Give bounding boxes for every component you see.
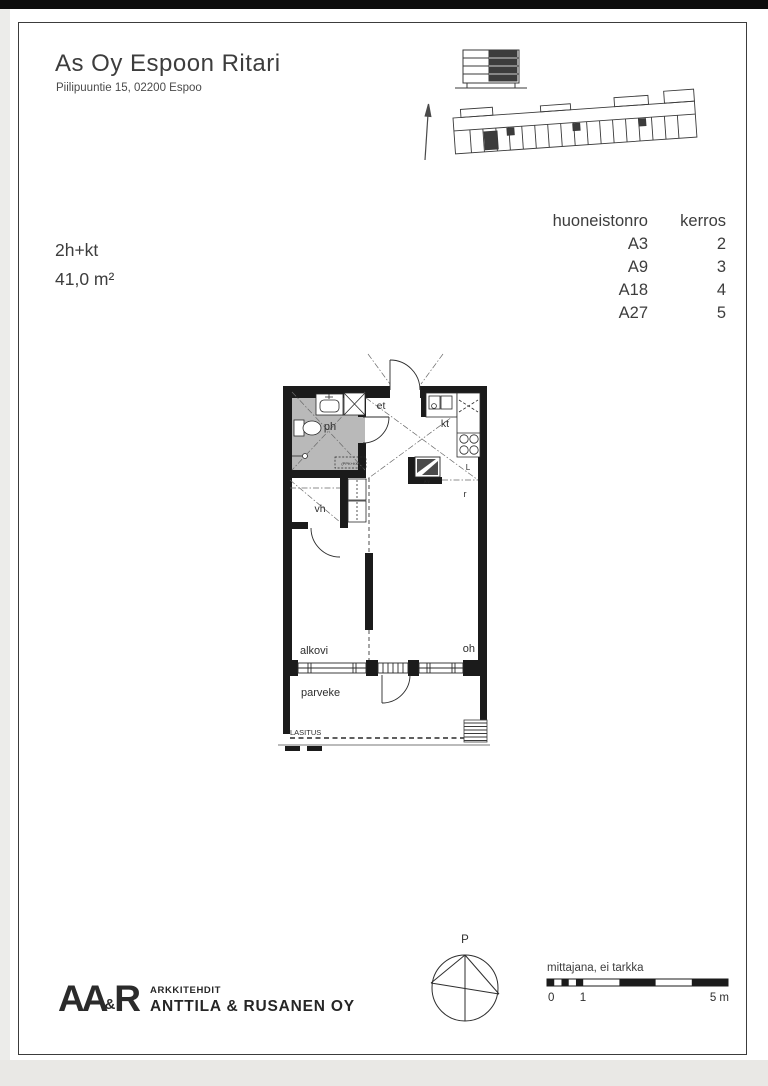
unit-cell: A18	[618, 281, 648, 299]
stove-burner	[470, 435, 478, 443]
table-row	[518, 258, 730, 281]
page-address: Piilipuuntie 15, 02200 Espoo	[56, 82, 202, 94]
apartment-type: 2h+kt	[55, 240, 99, 260]
building-section-icon	[455, 50, 527, 88]
room-label-et: et	[376, 400, 386, 412]
units-table-header	[518, 212, 730, 235]
closet-door	[311, 528, 340, 557]
room-label-ph: ph	[323, 421, 337, 433]
room-label-kt: kt	[440, 418, 450, 430]
room-label-alkovi: alkovi	[300, 645, 329, 657]
architect-name-block	[150, 982, 355, 1016]
unit-cell: A3	[627, 235, 648, 253]
table-row	[518, 304, 730, 327]
room-label-oh: oh	[462, 643, 475, 655]
table-row	[518, 235, 730, 258]
units-table	[518, 212, 730, 327]
scan-edge-left	[0, 9, 10, 1086]
balcony-hatch-block	[464, 720, 487, 742]
logo-aa: AA	[58, 978, 106, 1019]
architect-tagline: ARKKITEHDIT	[150, 985, 222, 996]
north-arrow-icon	[425, 104, 431, 160]
site-building-plan	[452, 89, 697, 154]
table-row	[518, 281, 730, 304]
toilet	[294, 420, 304, 436]
logo-r: R	[114, 978, 139, 1019]
architect-logo	[58, 978, 355, 1024]
room-label-parveke: parveke	[301, 687, 341, 699]
floor-plan	[278, 340, 490, 760]
scale-bar-graphic	[545, 977, 740, 1009]
closet-shelves	[348, 479, 366, 522]
apartment-area: 41,0 m²	[55, 269, 115, 289]
col-header-floor: kerros	[680, 212, 726, 230]
balcony-glazing	[278, 738, 490, 751]
room-label-vh: vh	[314, 503, 326, 515]
windows	[298, 663, 463, 673]
bathroom-door	[363, 417, 389, 443]
floor-cell: 2	[716, 235, 726, 253]
kitchen-fixtures	[426, 393, 480, 457]
label-r: r	[463, 489, 467, 499]
stove-burner	[460, 435, 468, 443]
logo-amp: &	[104, 996, 116, 1013]
floor-cell: 5	[716, 304, 726, 322]
entrance-door	[390, 360, 420, 390]
scale-tick-0: 0	[548, 992, 555, 1004]
scale-tick-1: 1	[579, 992, 587, 1004]
col-header-unit: huoneistonro	[552, 212, 648, 230]
scale-bar-caption: mittajana, ei tarkka	[547, 962, 644, 974]
fridge-letter: L	[465, 463, 471, 472]
svg-text:(PPK+KK): (PPK+KK)	[341, 461, 360, 466]
north-compass	[418, 928, 518, 1036]
floor-cell: 3	[716, 258, 726, 276]
unit-cell: A9	[627, 258, 648, 276]
stove-burner	[470, 446, 478, 454]
floor-cell: 4	[716, 281, 726, 299]
apartment-info	[55, 236, 114, 294]
unit-cell: A27	[618, 304, 648, 322]
scale-bar	[545, 962, 745, 1014]
site-plan-drawing	[415, 42, 720, 167]
stove-burner	[460, 446, 468, 454]
highlighted-unit	[484, 131, 498, 150]
architect-logo-mark	[58, 978, 139, 1024]
scan-edge-top	[0, 0, 768, 9]
compass-rose-icon	[431, 955, 499, 1021]
balcony-door	[382, 675, 410, 703]
svg-text:jk/p: jk/p	[423, 478, 431, 484]
scan-edge-bottom	[0, 1060, 768, 1086]
scale-tick-5m: 5 m	[709, 992, 729, 1004]
glazing-label: LASITUS	[290, 728, 322, 737]
compass-north-label: P	[461, 934, 469, 946]
architect-name: ANTTILA & RUSANEN OY	[150, 998, 355, 1015]
page-title: As Oy Espoon Ritari	[55, 50, 281, 77]
